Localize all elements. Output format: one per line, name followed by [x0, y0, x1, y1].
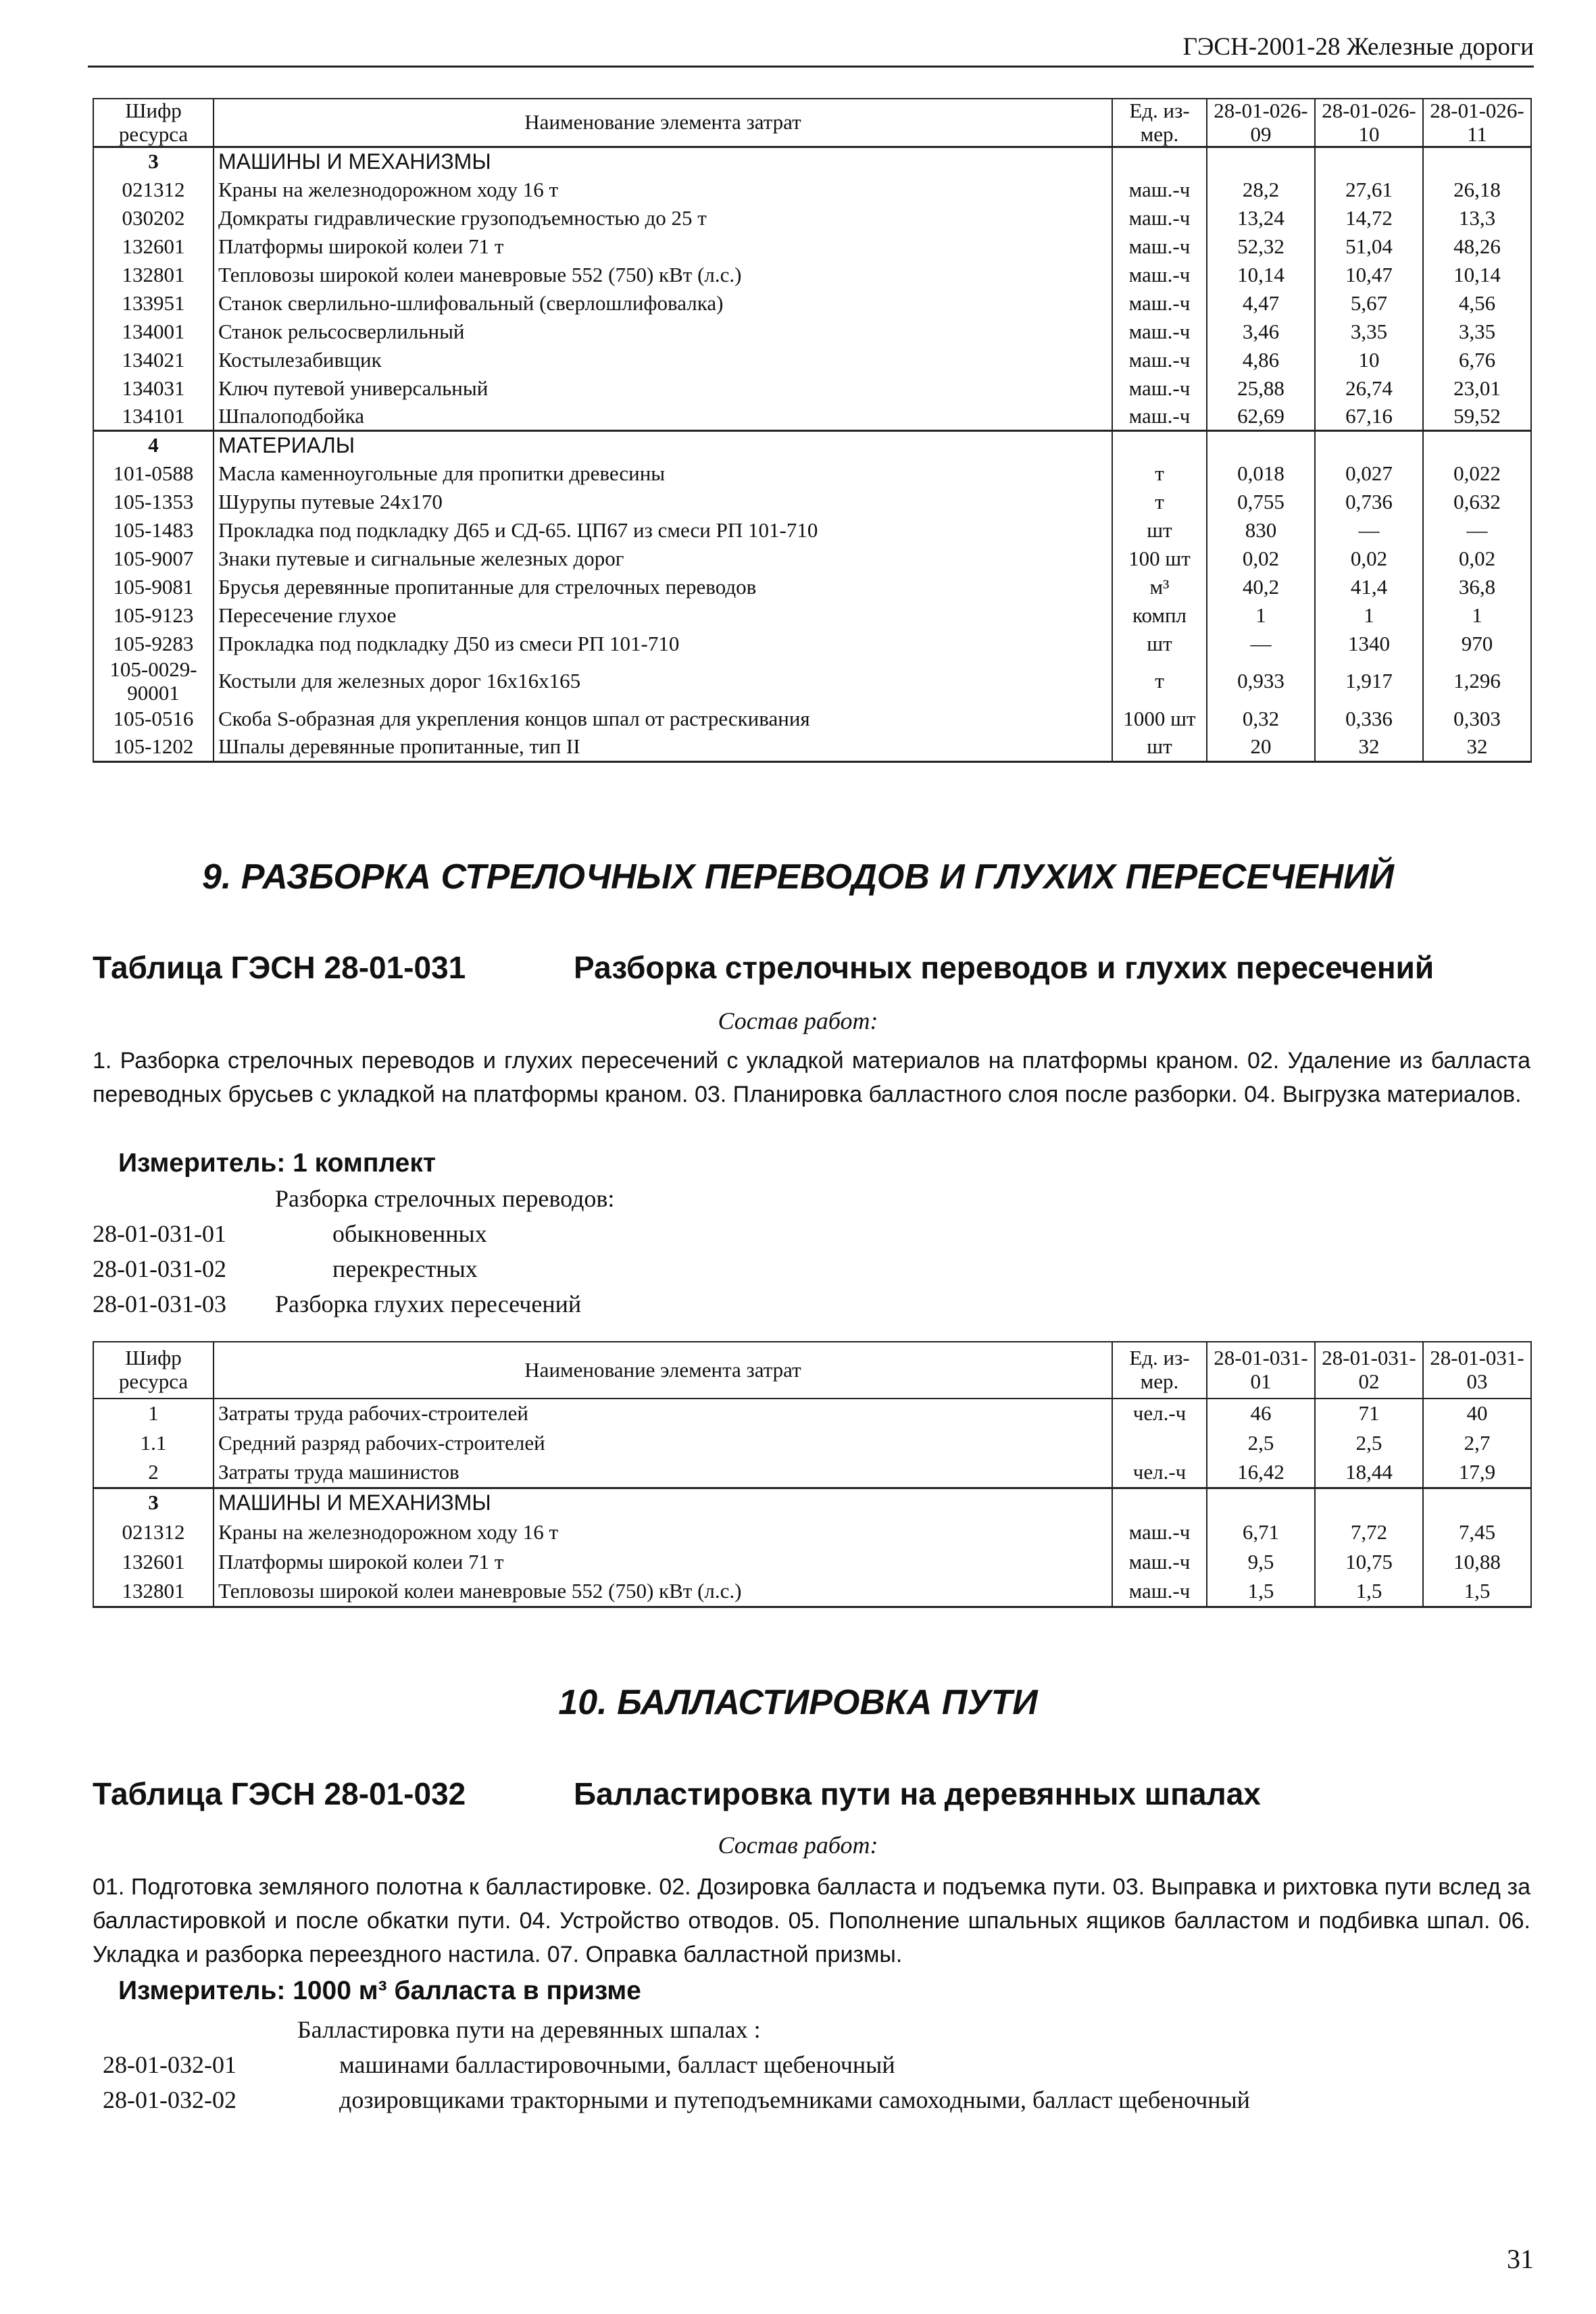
variant-code: 28-01-031-03: [93, 1290, 226, 1317]
table-row: [93, 1547, 1531, 1577]
value-cell: 41,4: [1315, 573, 1423, 601]
unit: шт: [1112, 516, 1207, 545]
resource-name: Знаки путевые и сигнальные железных дорог: [214, 545, 1112, 573]
value-cell: 32: [1315, 733, 1423, 761]
header-col-3: 28-01-026-11: [1423, 99, 1531, 147]
table-row: [93, 374, 1531, 403]
resource-name: Ключ путевой универсальный: [214, 374, 1112, 403]
resource-code: 105-0029-90001: [93, 658, 214, 705]
value-cell: 1,5: [1423, 1577, 1531, 1607]
resource-name: Пересечение глухое: [214, 601, 1112, 630]
value-cell: 20: [1207, 733, 1315, 761]
value-cell: 0,933: [1207, 658, 1315, 705]
value-cell: 4,86: [1207, 346, 1315, 374]
value-cell: 62,69: [1207, 403, 1315, 431]
value-cell: 1: [1207, 601, 1315, 630]
resource-name: Тепловозы широкой колеи маневровые 552 (750) кВт (л.с.): [214, 1577, 1112, 1607]
header-code: Шифр ресурса: [93, 99, 214, 147]
value-cell: 18,44: [1315, 1458, 1423, 1488]
running-head: ГЭСН-2001-28 Железные дороги: [88, 32, 1534, 68]
table-row: [93, 630, 1531, 658]
resource-code: 134021: [93, 346, 214, 374]
value-cell: 14,72: [1315, 204, 1423, 232]
value-cell: 7,72: [1315, 1517, 1423, 1547]
variant-label: дозировщиками тракторными и путеподъемниками самоходными, балласт щебеночный: [339, 2086, 1250, 2113]
unit: чел.-ч: [1112, 1399, 1207, 1428]
table-title: Балластировка пути на деревянных шпалах: [574, 1776, 1261, 1811]
unit: компл: [1112, 601, 1207, 630]
table-row: [93, 488, 1531, 516]
table-row: [93, 204, 1531, 232]
value-cell: 51,04: [1315, 232, 1423, 261]
unit: маш.-ч: [1112, 403, 1207, 431]
value-cell: 0,303: [1423, 705, 1531, 733]
value-cell: 7,45: [1423, 1517, 1531, 1547]
value-cell: 2,5: [1207, 1428, 1315, 1458]
value-cell: 10,88: [1423, 1547, 1531, 1577]
variants-list: [93, 2012, 1530, 2117]
table-row: [93, 1577, 1531, 1607]
empty-cell: [1423, 431, 1531, 459]
resource-code: 134101: [93, 403, 214, 431]
value-cell: 0,336: [1315, 705, 1423, 733]
header-name: Наименование элемента затрат: [214, 1342, 1112, 1399]
unit: маш.-ч: [1112, 204, 1207, 232]
value-cell: 0,027: [1315, 459, 1423, 488]
table-row: [93, 1428, 1531, 1458]
unit: т: [1112, 658, 1207, 705]
resource-name: Домкраты гидравлические грузоподъемностью до 25 т: [214, 204, 1112, 232]
value-cell: 0,02: [1207, 545, 1315, 573]
group-title: МАТЕРИАЛЫ: [214, 431, 1112, 459]
variant-label: обыкновенных: [332, 1220, 487, 1247]
empty-cell: [1112, 1488, 1207, 1517]
header-code: Шифр ресурса: [93, 1342, 214, 1399]
empty-cell: [1315, 147, 1423, 176]
resource-code: 021312: [93, 176, 214, 204]
value-cell: 1: [1423, 601, 1531, 630]
resource-name: Краны на железнодорожном ходу 16 т: [214, 1517, 1112, 1547]
value-cell: 59,52: [1423, 403, 1531, 431]
resource-code: 101-0588: [93, 459, 214, 488]
group-row: [93, 147, 1531, 176]
value-cell: —: [1423, 516, 1531, 545]
empty-cell: [1207, 431, 1315, 459]
value-cell: 25,88: [1207, 374, 1315, 403]
unit: 1000 шт: [1112, 705, 1207, 733]
unit: 100 шт: [1112, 545, 1207, 573]
table-row: [93, 1458, 1531, 1488]
value-cell: 3,35: [1423, 318, 1531, 346]
resource-code: 132801: [93, 261, 214, 289]
header-unit: Ед. из-мер.: [1112, 1342, 1207, 1399]
resource-name: Костылезабивщик: [214, 346, 1112, 374]
resource-code: 134001: [93, 318, 214, 346]
unit: маш.-ч: [1112, 1517, 1207, 1547]
value-cell: 1,5: [1315, 1577, 1423, 1607]
header-unit: Ед. из-мер.: [1112, 99, 1207, 147]
resource-table-031: [93, 1341, 1532, 1608]
value-cell: 0,32: [1207, 705, 1315, 733]
unit: маш.-ч: [1112, 232, 1207, 261]
unit: м³: [1112, 573, 1207, 601]
variant-code: 28-01-032-02: [103, 2086, 236, 2113]
header-col-1: 28-01-031-01: [1207, 1342, 1315, 1399]
value-cell: 9,5: [1207, 1547, 1315, 1577]
value-cell: 10,47: [1315, 261, 1423, 289]
group-code: 3: [93, 147, 214, 176]
value-cell: 32: [1423, 733, 1531, 761]
table-row: [93, 658, 1531, 705]
composition-label: Состав работ:: [718, 1007, 878, 1034]
table-row: [93, 733, 1531, 761]
table-heading: [93, 949, 1530, 990]
works-description: 01. Подготовка земляного полотна к балластировке. 02. Дозировка балласта и подъемка пути. 03. Выправка и рихтовка пути вслед за балластировкой и после обкатки пути. 04. Устройство отводов. 05. Пополнение шпальных ящиков балластом и подбивка шпал. 06. Укладка и разборка переездного настила. 07. Оправка балластной призмы.: [93, 1874, 1530, 1967]
table-title: Разборка стрелочных переводов и глухих пересечений: [574, 950, 1435, 985]
value-cell: 71: [1315, 1399, 1423, 1428]
value-cell: 6,76: [1423, 346, 1531, 374]
empty-cell: [1207, 1488, 1315, 1517]
value-cell: 1,5: [1207, 1577, 1315, 1607]
value-cell: 16,42: [1207, 1458, 1315, 1488]
resource-code: 132601: [93, 232, 214, 261]
value-cell: 0,736: [1315, 488, 1423, 516]
value-cell: 4,56: [1423, 289, 1531, 318]
value-cell: 13,24: [1207, 204, 1315, 232]
empty-cell: [1112, 431, 1207, 459]
variants-heading: Балластировка пути на деревянных шпалах :: [297, 2016, 761, 2043]
variant-code: 28-01-032-01: [103, 2051, 236, 2078]
header-col-2: 28-01-031-02: [1315, 1342, 1423, 1399]
resource-name: Костыли для железных дорог 16х16х165: [214, 658, 1112, 705]
resource-code: 132601: [93, 1547, 214, 1577]
unit: т: [1112, 459, 1207, 488]
resource-code: 105-1483: [93, 516, 214, 545]
works-description: 1. Разборка стрелочных переводов и глухих пересечений с укладкой материалов на платформы краном. 02. Удаление из балласта переводных брусьев с укладкой на платформы краном. 03. Планировка балластного слоя после разборки. 04. Выгрузка материалов.: [93, 1048, 1530, 1107]
resource-code: 105-9283: [93, 630, 214, 658]
variant-label: перекрестных: [332, 1255, 478, 1282]
unit: т: [1112, 488, 1207, 516]
variant-label: машинами балластировочными, балласт щебеночный: [339, 2051, 895, 2078]
table-number: Таблица ГЭСН 28-01-032: [93, 1776, 466, 1811]
unit: [1112, 1428, 1207, 1458]
group-row: [93, 431, 1531, 459]
value-cell: 830: [1207, 516, 1315, 545]
header-col-1: 28-01-026-09: [1207, 99, 1315, 147]
value-cell: 17,9: [1423, 1458, 1531, 1488]
table-row: [93, 705, 1531, 733]
value-cell: 0,018: [1207, 459, 1315, 488]
empty-cell: [1315, 431, 1423, 459]
value-cell: 1,296: [1423, 658, 1531, 705]
resource-code: 105-1202: [93, 733, 214, 761]
resource-code: 1.1: [93, 1428, 214, 1458]
table-number: Таблица ГЭСН 28-01-031: [93, 950, 466, 985]
unit: маш.-ч: [1112, 289, 1207, 318]
unit: маш.-ч: [1112, 176, 1207, 204]
variants-list: [93, 1181, 1530, 1322]
group-title: МАШИНЫ И МЕХАНИЗМЫ: [214, 1488, 1112, 1517]
value-cell: 3,46: [1207, 318, 1315, 346]
table-row: [93, 545, 1531, 573]
value-cell: 10,14: [1207, 261, 1315, 289]
value-cell: 26,18: [1423, 176, 1531, 204]
value-cell: —: [1315, 516, 1423, 545]
value-cell: 27,61: [1315, 176, 1423, 204]
value-cell: 40: [1423, 1399, 1531, 1428]
resource-name: Затраты труда машинистов: [214, 1458, 1112, 1488]
resource-name: Затраты труда рабочих-строителей: [214, 1399, 1112, 1428]
unit: маш.-ч: [1112, 374, 1207, 403]
empty-cell: [1315, 1488, 1423, 1517]
variant-label: Разборка глухих пересечений: [275, 1290, 582, 1317]
value-cell: 970: [1423, 630, 1531, 658]
table-row: [93, 601, 1531, 630]
resource-name: Прокладка под подкладку Д65 и СД-65. ЦП67 из смеси РП 101-710: [214, 516, 1112, 545]
page-number: 31: [1507, 2244, 1534, 2274]
value-cell: 52,32: [1207, 232, 1315, 261]
value-cell: 0,02: [1423, 545, 1531, 573]
table-row: [93, 176, 1531, 204]
resource-name: Прокладка под подкладку Д50 из смеси РП 101-710: [214, 630, 1112, 658]
meter-label: Измеритель: 1 комплект: [118, 1149, 436, 1178]
table-row: [93, 318, 1531, 346]
section-title: 9. РАЗБОРКА СТРЕЛОЧНЫХ ПЕРЕВОДОВ И ГЛУХИХ ПЕРЕСЕЧЕНИЙ: [202, 857, 1394, 897]
table-row: [93, 289, 1531, 318]
group-title: МАШИНЫ И МЕХАНИЗМЫ: [214, 147, 1112, 176]
resource-name: Краны на железнодорожном ходу 16 т: [214, 176, 1112, 204]
empty-cell: [1423, 1488, 1531, 1517]
composition-label: Состав работ:: [718, 1832, 878, 1859]
table-body: [93, 1399, 1531, 1607]
resource-table-026: [93, 98, 1532, 763]
value-cell: 1: [1315, 601, 1423, 630]
table-row: [93, 403, 1531, 431]
value-cell: 10,75: [1315, 1547, 1423, 1577]
resource-code: 105-0516: [93, 705, 214, 733]
resource-name: Шурупы путевые 24х170: [214, 488, 1112, 516]
table-row: [93, 1517, 1531, 1547]
resource-code: 105-9007: [93, 545, 214, 573]
resource-code: 2: [93, 1458, 214, 1488]
empty-cell: [1423, 147, 1531, 176]
resource-code: 021312: [93, 1517, 214, 1547]
table-row: [93, 232, 1531, 261]
resource-code: 132801: [93, 1577, 214, 1607]
value-cell: 0,022: [1423, 459, 1531, 488]
empty-cell: [1112, 147, 1207, 176]
group-code: 4: [93, 431, 214, 459]
value-cell: 1340: [1315, 630, 1423, 658]
value-cell: 6,71: [1207, 1517, 1315, 1547]
variant-code: 28-01-031-02: [93, 1255, 226, 1282]
value-cell: 1,917: [1315, 658, 1423, 705]
unit: чел.-ч: [1112, 1458, 1207, 1488]
resource-code: 105-9081: [93, 573, 214, 601]
value-cell: 4,47: [1207, 289, 1315, 318]
unit: маш.-ч: [1112, 346, 1207, 374]
table-heading: [93, 1776, 1530, 1816]
table-row: [93, 1399, 1531, 1428]
resource-code: 134031: [93, 374, 214, 403]
value-cell: 46: [1207, 1399, 1315, 1428]
value-cell: 36,8: [1423, 573, 1531, 601]
unit: маш.-ч: [1112, 1577, 1207, 1607]
resource-code: 030202: [93, 204, 214, 232]
value-cell: 26,74: [1315, 374, 1423, 403]
value-cell: 48,26: [1423, 232, 1531, 261]
resource-name: Станок сверлильно-шлифовальный (сверлошлифовалка): [214, 289, 1112, 318]
table-row: [93, 346, 1531, 374]
section-title: 10. БАЛЛАСТИРОВКА ПУТИ: [558, 1683, 1038, 1722]
header-col-2: 28-01-026-10: [1315, 99, 1423, 147]
value-cell: 0,755: [1207, 488, 1315, 516]
group-code: 3: [93, 1488, 214, 1517]
resource-name: Платформы широкой колеи 71 т: [214, 1547, 1112, 1577]
value-cell: 67,16: [1315, 403, 1423, 431]
resource-name: Шпалы деревянные пропитанные, тип II: [214, 733, 1112, 761]
table-row: [93, 516, 1531, 545]
unit: маш.-ч: [1112, 318, 1207, 346]
value-cell: 40,2: [1207, 573, 1315, 601]
table-row: [93, 261, 1531, 289]
unit: маш.-ч: [1112, 261, 1207, 289]
table-body: [93, 147, 1531, 761]
value-cell: 2,5: [1315, 1428, 1423, 1458]
table-row: [93, 459, 1531, 488]
value-cell: 2,7: [1423, 1428, 1531, 1458]
header-col-3: 28-01-031-03: [1423, 1342, 1531, 1399]
value-cell: 10: [1315, 346, 1423, 374]
value-cell: 28,2: [1207, 176, 1315, 204]
unit: шт: [1112, 630, 1207, 658]
resource-code: 105-1353: [93, 488, 214, 516]
resource-code: 1: [93, 1399, 214, 1428]
value-cell: 13,3: [1423, 204, 1531, 232]
value-cell: 10,14: [1423, 261, 1531, 289]
table-row: [93, 573, 1531, 601]
resource-code: 105-9123: [93, 601, 214, 630]
variant-code: 28-01-031-01: [93, 1220, 226, 1247]
meter-label: Измеритель: 1000 м³ балласта в призме: [118, 1976, 641, 2005]
value-cell: 0,02: [1315, 545, 1423, 573]
variants-heading: Разборка стрелочных переводов:: [275, 1185, 615, 1212]
resource-name: Масла каменноугольные для пропитки древесины: [214, 459, 1112, 488]
resource-name: Станок рельсосверлильный: [214, 318, 1112, 346]
resource-code: 133951: [93, 289, 214, 318]
value-cell: 5,67: [1315, 289, 1423, 318]
unit: шт: [1112, 733, 1207, 761]
value-cell: 23,01: [1423, 374, 1531, 403]
group-row: [93, 1488, 1531, 1517]
resource-name: Тепловозы широкой колеи маневровые 552 (750) кВт (л.с.): [214, 261, 1112, 289]
value-cell: —: [1207, 630, 1315, 658]
unit: маш.-ч: [1112, 1547, 1207, 1577]
value-cell: 3,35: [1315, 318, 1423, 346]
resource-name: Платформы широкой колеи 71 т: [214, 232, 1112, 261]
header-name: Наименование элемента затрат: [214, 99, 1112, 147]
resource-name: Брусья деревянные пропитанные для стрелочных переводов: [214, 573, 1112, 601]
value-cell: 0,632: [1423, 488, 1531, 516]
resource-name: Шпалоподбойка: [214, 403, 1112, 431]
resource-name: Средний разряд рабочих-строителей: [214, 1428, 1112, 1458]
resource-name: Скоба S-образная для укрепления концов шпал от растрескивания: [214, 705, 1112, 733]
empty-cell: [1207, 147, 1315, 176]
